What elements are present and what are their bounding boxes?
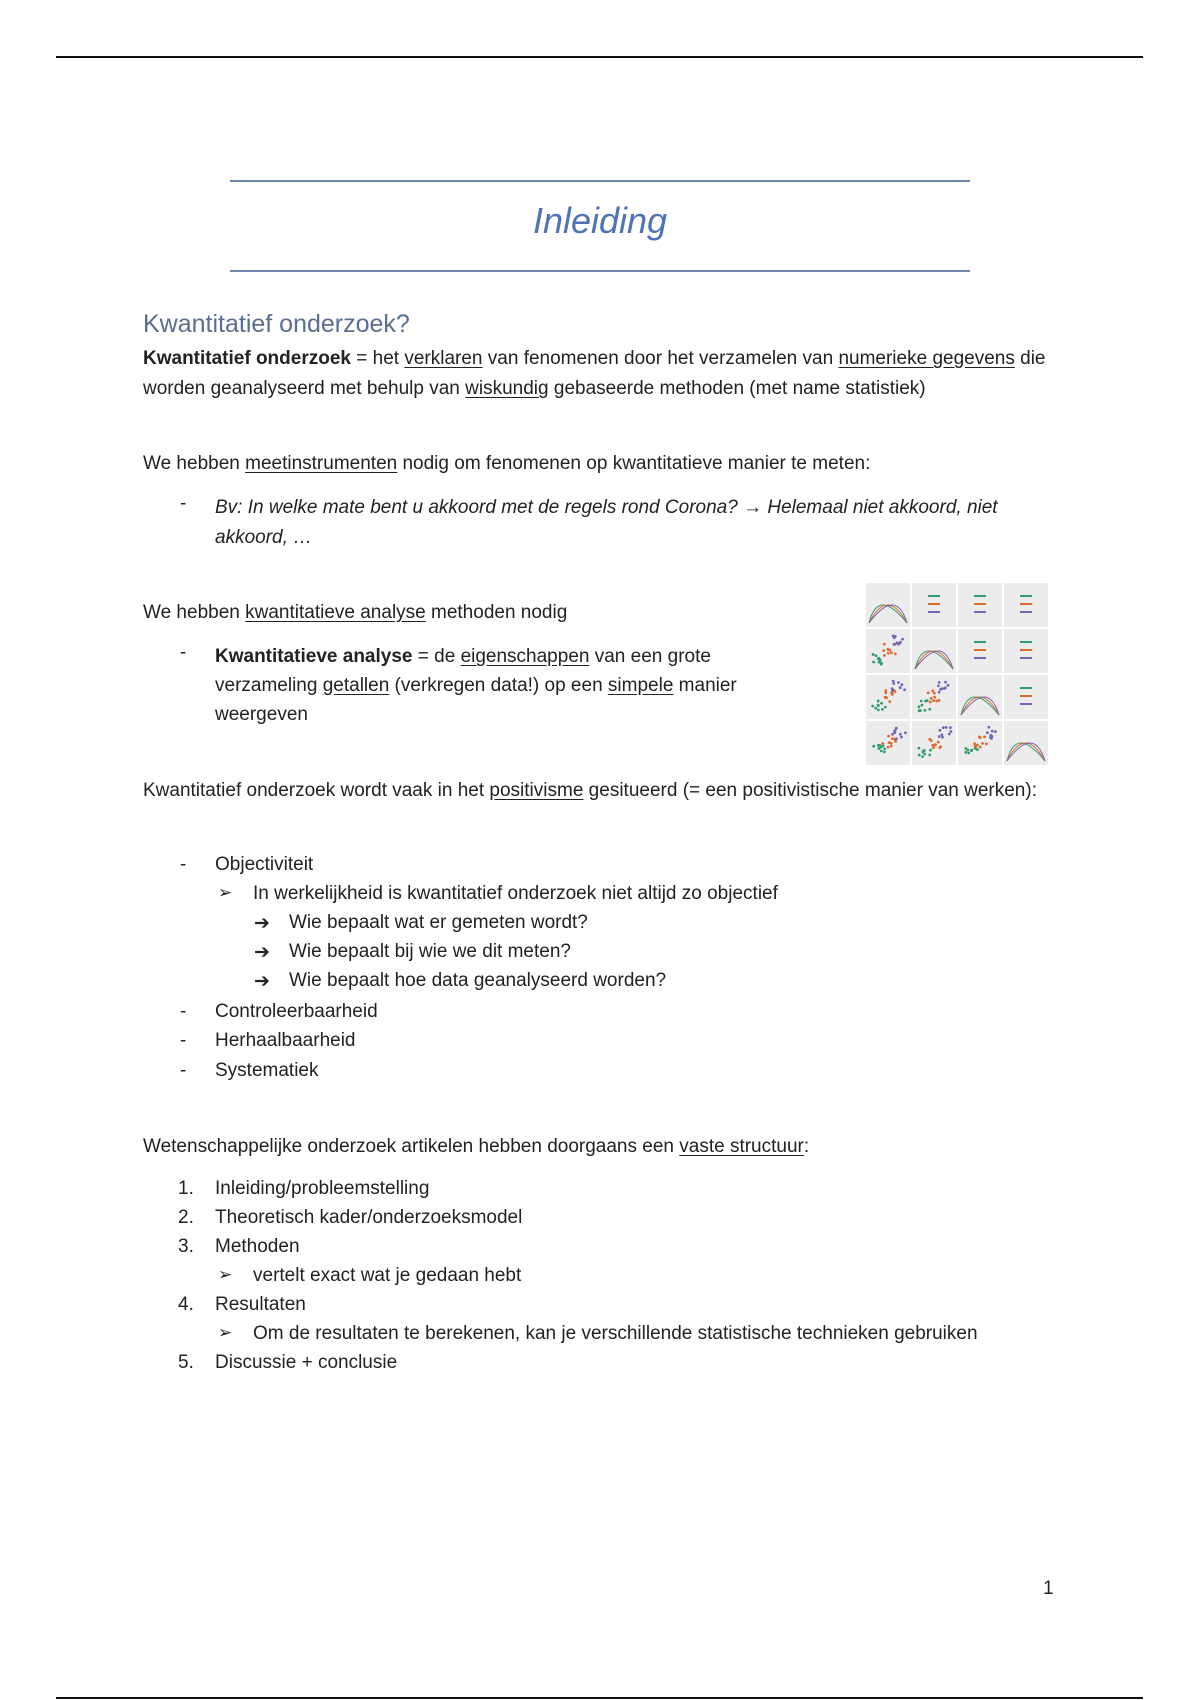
corr-label-mark bbox=[974, 603, 986, 605]
scatter-point bbox=[981, 742, 984, 745]
underlined-term: vaste structuur bbox=[679, 1136, 804, 1157]
pairs-panel bbox=[866, 629, 910, 673]
corr-label-mark bbox=[928, 611, 940, 613]
text: gebaseerde methoden (met name statistiek) bbox=[548, 378, 926, 399]
list-dash: - bbox=[180, 854, 187, 875]
positivism-paragraph bbox=[143, 776, 1063, 806]
text: van een grote verzameling bbox=[215, 646, 711, 696]
definition-paragraph bbox=[143, 344, 1063, 404]
list-dash: - bbox=[180, 1060, 187, 1081]
scatter-point bbox=[985, 742, 988, 745]
page-number: 1 bbox=[1043, 1578, 1054, 1599]
pairs-panel bbox=[958, 721, 1002, 765]
scatter-point bbox=[938, 729, 941, 732]
scatter-point bbox=[903, 688, 906, 691]
corr-label-mark bbox=[928, 595, 940, 597]
scatter-point bbox=[899, 641, 902, 644]
scatter-point bbox=[929, 701, 932, 704]
text: Wetenschappelijke onderzoek artikelen hebben doorgaans een bbox=[143, 1136, 680, 1157]
example-text: Bv: In welke mate bent u akkoord met de regels rond Corona? → Helemaal niet akkoord, niet akkoord, … bbox=[215, 497, 998, 548]
scatter-point bbox=[931, 689, 934, 692]
list-number: 5. bbox=[178, 1352, 194, 1373]
scatter-point bbox=[964, 751, 967, 754]
text: methoden nodig bbox=[425, 602, 568, 623]
text: gesitueerd (= een positivistische manier van werken): bbox=[583, 780, 1037, 801]
scatter-point bbox=[973, 742, 976, 745]
text: van fenomenen door het verzamelen van bbox=[482, 348, 839, 369]
scatter-point bbox=[900, 683, 903, 686]
list-item: Controleerbaarheid bbox=[215, 1001, 378, 1022]
scatter-point bbox=[877, 700, 880, 703]
scatter-point bbox=[967, 752, 970, 755]
scatter-point bbox=[944, 687, 947, 690]
underlined-term: wiskundig bbox=[465, 378, 549, 399]
scatter-point bbox=[891, 733, 894, 736]
scatter-point bbox=[949, 726, 952, 729]
text: = de bbox=[412, 646, 461, 667]
pairs-plot-grid bbox=[866, 583, 1048, 765]
corr-label-mark bbox=[1020, 595, 1032, 597]
scatter-point bbox=[976, 744, 979, 747]
underlined-term: eigenschappen bbox=[460, 646, 590, 667]
underlined-term: meetinstrumenten bbox=[245, 453, 398, 474]
text: nodig om fenomenen op kwantitatieve manier te meten: bbox=[397, 453, 871, 474]
top-rule bbox=[56, 56, 1143, 58]
underlined-term: positivisme bbox=[489, 780, 584, 801]
resultaten-sub-item: Om de resultaten te berekenen, kan je verschillende statistische technieken gebruiken bbox=[253, 1323, 978, 1344]
scatter-point bbox=[921, 704, 924, 707]
scatter-point bbox=[878, 661, 881, 664]
scatter-point bbox=[871, 705, 874, 708]
text: die worden geanalyseerd met behulp van bbox=[143, 348, 1046, 399]
scatter-point bbox=[924, 709, 927, 712]
scatter-point bbox=[944, 681, 947, 684]
scatter-point bbox=[881, 742, 884, 745]
scatter-point bbox=[880, 662, 883, 665]
scatter-point bbox=[938, 699, 941, 702]
sub-item-objectivity: In werkelijkheid is kwantitatief onderzoek niet altijd zo objectief bbox=[253, 883, 778, 904]
text: : bbox=[803, 1136, 810, 1157]
scatter-point bbox=[928, 753, 931, 756]
methoden-sub-item: vertelt exact wat je gedaan hebt bbox=[253, 1265, 522, 1286]
scatter-point bbox=[893, 643, 896, 646]
scatter-point bbox=[872, 653, 875, 656]
corr-label-mark bbox=[974, 657, 986, 659]
scatter-point bbox=[880, 750, 883, 753]
analysis-term: Kwantitatieve analyse bbox=[215, 646, 413, 667]
scatter-point bbox=[884, 696, 887, 699]
scatter-point bbox=[884, 706, 887, 709]
scatter-point bbox=[939, 746, 942, 749]
arrow-marker: ➔ bbox=[254, 971, 270, 992]
scatter-point bbox=[918, 709, 921, 712]
scatter-point bbox=[887, 735, 890, 738]
scatter-point bbox=[930, 739, 933, 742]
corr-label-mark bbox=[1020, 641, 1032, 643]
list-number: 1. bbox=[178, 1178, 194, 1199]
corr-label-mark bbox=[974, 641, 986, 643]
list-dash: - bbox=[180, 1030, 187, 1051]
scatter-point bbox=[877, 704, 880, 707]
scatter-point bbox=[890, 651, 893, 654]
text: Kwantitatief onderzoek wordt vaak in het bbox=[143, 780, 490, 801]
scatter-point bbox=[933, 696, 936, 699]
scatter-point bbox=[917, 747, 920, 750]
scatter-point bbox=[986, 731, 989, 734]
list-number: 2. bbox=[178, 1207, 194, 1228]
scatter-point bbox=[872, 745, 875, 748]
scatter-point bbox=[930, 697, 933, 700]
structure-item: Discussie + conclusie bbox=[215, 1352, 398, 1373]
scatter-point bbox=[895, 727, 898, 730]
scatter-point bbox=[891, 690, 894, 693]
scatter-point bbox=[899, 733, 902, 736]
scatter-point bbox=[891, 687, 894, 690]
question-item: Wie bepaalt bij wie we dit meten? bbox=[289, 941, 571, 962]
scatter-point bbox=[872, 661, 875, 664]
corr-label-mark bbox=[1020, 657, 1032, 659]
text: = het bbox=[350, 348, 405, 369]
scatter-point bbox=[894, 635, 897, 638]
scatter-point bbox=[931, 744, 934, 747]
scatter-point bbox=[939, 688, 942, 691]
corr-label-mark bbox=[974, 595, 986, 597]
scatter-point bbox=[897, 681, 900, 684]
scatter-point bbox=[927, 692, 930, 695]
scatter-point bbox=[938, 735, 941, 738]
structure-item: Resultaten bbox=[215, 1294, 306, 1315]
scatter-point bbox=[883, 747, 886, 750]
scatter-point bbox=[887, 652, 890, 655]
scatter-point bbox=[932, 699, 935, 702]
text: manier weergeven bbox=[215, 675, 737, 725]
scatter-point bbox=[934, 743, 937, 746]
scatter-point bbox=[904, 731, 907, 734]
scatter-point bbox=[979, 746, 982, 749]
scatter-point bbox=[921, 755, 924, 758]
definition-term: Kwantitatief onderzoek bbox=[143, 348, 351, 369]
scatter-point bbox=[892, 680, 895, 683]
measure-paragraph bbox=[143, 449, 1063, 479]
scatter-point bbox=[900, 736, 903, 739]
example-dash: - bbox=[180, 493, 187, 514]
scatter-point bbox=[947, 684, 950, 687]
scatter-point bbox=[887, 746, 890, 749]
scatter-point bbox=[942, 726, 945, 729]
sub-bullet-marker: ➢ bbox=[218, 883, 233, 902]
corr-label-mark bbox=[974, 611, 986, 613]
scatter-point bbox=[928, 708, 931, 711]
title-rule-bottom bbox=[230, 270, 970, 272]
list-item: Systematiek bbox=[215, 1060, 319, 1081]
scatter-point bbox=[932, 746, 935, 749]
scatter-point bbox=[920, 700, 923, 703]
scatter-point bbox=[937, 741, 940, 744]
scatter-point bbox=[894, 690, 897, 693]
corr-label-mark bbox=[1020, 695, 1032, 697]
scatter-point bbox=[991, 730, 994, 733]
scatter-point bbox=[987, 726, 990, 729]
scatter-point bbox=[888, 741, 891, 744]
scatter-point bbox=[883, 643, 886, 646]
scatter-point bbox=[890, 745, 893, 748]
scatter-point bbox=[970, 749, 973, 752]
title-rule-top bbox=[230, 180, 970, 182]
list-number: 4. bbox=[178, 1294, 194, 1315]
bottom-rule bbox=[56, 1697, 1143, 1699]
scatter-point bbox=[883, 751, 886, 754]
arrow-marker: ➔ bbox=[254, 913, 270, 934]
text: We hebben bbox=[143, 602, 246, 623]
corr-label-mark bbox=[1020, 649, 1032, 651]
scatter-point bbox=[945, 726, 948, 729]
scatter-point bbox=[979, 736, 982, 739]
scatter-point bbox=[933, 692, 936, 695]
scatter-point bbox=[886, 648, 889, 651]
scatter-point bbox=[994, 730, 997, 733]
scatter-point bbox=[929, 749, 932, 752]
scatter-point bbox=[895, 737, 898, 740]
corr-label-mark bbox=[1020, 687, 1032, 689]
corr-label-mark bbox=[1020, 611, 1032, 613]
page-title: Inleiding bbox=[532, 200, 668, 241]
structure-item: Inleiding/probleemstelling bbox=[215, 1178, 430, 1199]
scatter-point bbox=[875, 654, 878, 657]
pairs-plot-figure bbox=[858, 575, 1058, 765]
underlined-term: getallen bbox=[322, 675, 390, 696]
scatter-point bbox=[881, 708, 884, 711]
scatter-point bbox=[983, 736, 986, 739]
structure-item: Methoden bbox=[215, 1236, 300, 1257]
scatter-point bbox=[938, 681, 941, 684]
underlined-term: simpele bbox=[607, 675, 674, 696]
corr-label-mark bbox=[1020, 603, 1032, 605]
scatter-point bbox=[888, 700, 891, 703]
sub-bullet-marker: ➢ bbox=[218, 1265, 233, 1284]
scatter-point bbox=[901, 638, 904, 641]
scatter-point bbox=[924, 700, 927, 703]
scatter-point bbox=[938, 691, 941, 694]
structure-paragraph bbox=[143, 1132, 1063, 1162]
scatter-point bbox=[989, 736, 992, 739]
arrow-marker: ➔ bbox=[254, 942, 270, 963]
text: We hebben bbox=[143, 453, 246, 474]
scatter-point bbox=[882, 649, 885, 652]
underlined-term: kwantitatieve analyse bbox=[245, 602, 426, 623]
analysis-dash: - bbox=[180, 642, 187, 663]
scatter-point bbox=[877, 709, 880, 712]
scatter-point bbox=[874, 707, 877, 710]
section-heading: Kwantitatief onderzoek? bbox=[143, 310, 410, 338]
scatter-point bbox=[880, 702, 883, 705]
scatter-point bbox=[892, 682, 895, 685]
underlined-term: verklaren bbox=[404, 348, 483, 369]
scatter-point bbox=[923, 749, 926, 752]
structure-item: Theoretisch kader/onderzoeksmodel bbox=[215, 1207, 523, 1228]
pairs-panel bbox=[866, 675, 910, 719]
analysis-definition bbox=[215, 642, 795, 729]
list-number: 3. bbox=[178, 1236, 194, 1257]
scatter-point bbox=[941, 736, 944, 739]
scatter-point bbox=[883, 654, 886, 657]
scatter-point bbox=[923, 753, 926, 756]
scatter-point bbox=[899, 686, 902, 689]
corr-label-mark bbox=[928, 603, 940, 605]
scatter-point bbox=[918, 754, 921, 757]
sub-bullet-marker: ➢ bbox=[218, 1323, 233, 1342]
list-item: Herhaalbaarheid bbox=[215, 1030, 356, 1051]
scatter-point bbox=[937, 684, 940, 687]
scatter-point bbox=[917, 705, 920, 708]
text: (verkregen data!) op een bbox=[389, 675, 608, 696]
scatter-point bbox=[948, 733, 951, 736]
scatter-point bbox=[879, 746, 882, 749]
list-dash: - bbox=[180, 1001, 187, 1022]
scatter-point bbox=[894, 652, 897, 655]
scatter-point bbox=[949, 730, 952, 733]
list-item-objectivity: Objectiviteit bbox=[215, 854, 314, 875]
analysis-paragraph bbox=[143, 598, 823, 628]
underlined-term: numerieke gegevens bbox=[838, 348, 1015, 369]
corr-label-mark bbox=[1020, 703, 1032, 705]
question-item: Wie bepaalt hoe data geanalyseerd worden? bbox=[289, 970, 667, 991]
scatter-point bbox=[884, 689, 887, 692]
scatter-point bbox=[964, 747, 967, 750]
question-item: Wie bepaalt wat er gemeten wordt? bbox=[289, 912, 588, 933]
corr-label-mark bbox=[974, 649, 986, 651]
scatter-point bbox=[935, 700, 938, 703]
